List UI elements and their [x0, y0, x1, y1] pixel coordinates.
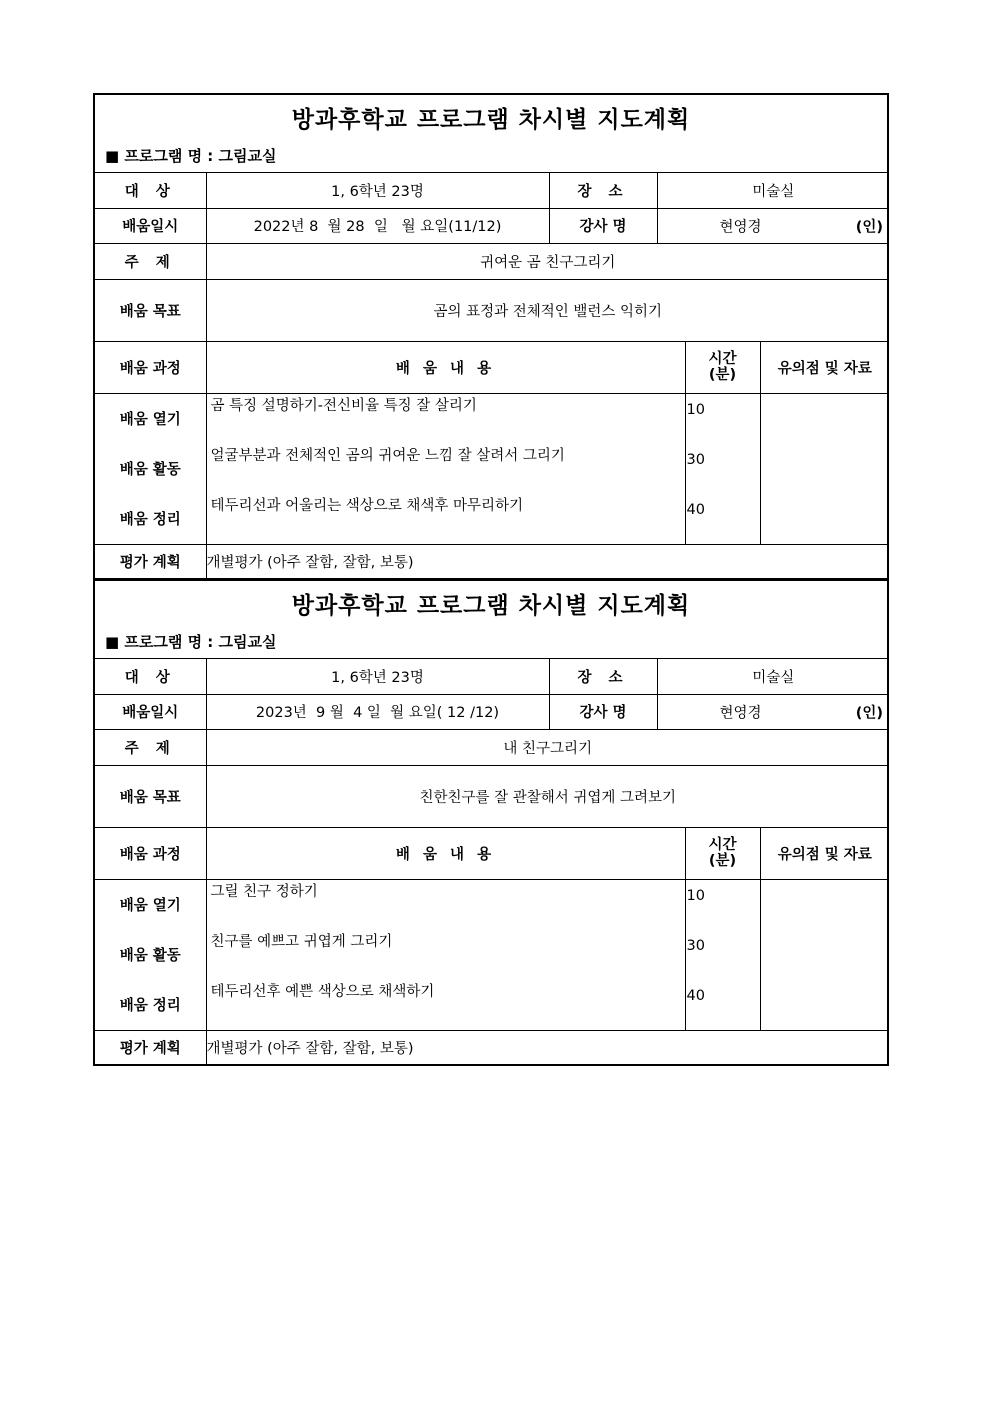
place-value: 미술실 [657, 659, 889, 694]
program-name: ■ 프로그램 명 : 그림교실 [105, 633, 277, 651]
evaluation-label: 평가 계획 [95, 1030, 206, 1064]
step-name: 배움 정리 [119, 512, 181, 528]
step-time: 40 [686, 501, 705, 518]
plan-header [95, 95, 887, 173]
step-names [95, 393, 206, 544]
step-time: 10 [686, 401, 705, 418]
topic-label: 주 제 [95, 243, 206, 279]
process-label: 배움 과정 [95, 827, 206, 879]
place-label: 장 소 [549, 659, 657, 694]
evaluation-value: 개별평가 (아주 잘함, 잘함, 보통) [206, 1030, 889, 1064]
step-content: 테두리선과 어울리는 색상으로 채색후 마무리하기 [210, 497, 524, 514]
notes-cell [760, 879, 889, 1030]
step-name: 배움 활동 [119, 462, 181, 478]
step-time: 30 [686, 937, 705, 954]
target-row [95, 173, 889, 208]
teacher-cell [657, 208, 889, 243]
target-row [95, 659, 889, 694]
steps-row [95, 879, 889, 1030]
time-label: 시간 (분) [685, 827, 760, 879]
date-label: 배움일시 [95, 694, 206, 729]
process-header-row [95, 341, 889, 393]
step-content: 곰 특징 설명하기-전신비율 특징 잘 살리기 [210, 397, 477, 414]
plan-table [95, 659, 889, 1064]
target-label: 대 상 [95, 173, 206, 208]
time-label: 시간 (분) [685, 341, 760, 393]
step-content: 얼굴부분과 전체적인 곰의 귀여운 느낌 잘 살려서 그리기 [210, 447, 565, 464]
topic-row [95, 729, 889, 765]
topic-label: 주 제 [95, 729, 206, 765]
goal-row [95, 765, 889, 827]
date-label: 배움일시 [95, 208, 206, 243]
plan-table [95, 173, 889, 578]
content-label: 배 움 내 용 [206, 341, 685, 393]
place-value: 미술실 [657, 173, 889, 208]
target-value: 1, 6학년 23명 [206, 659, 549, 694]
date-value: 2023년 9 월 4 일 월 요일( 12 /12) [206, 694, 549, 729]
notes-cell [760, 393, 889, 544]
step-times [685, 879, 760, 1030]
notes-label: 유의점 및 자료 [760, 827, 889, 879]
lesson-plan-1 [93, 93, 889, 580]
notes-label: 유의점 및 자료 [760, 341, 889, 393]
target-label: 대 상 [95, 659, 206, 694]
topic-row [95, 243, 889, 279]
step-time: 40 [686, 987, 705, 1004]
step-content: 친구를 예쁘고 귀엽게 그리기 [210, 933, 393, 950]
target-value: 1, 6학년 23명 [206, 173, 549, 208]
seal-mark: (인) [855, 705, 884, 721]
evaluation-label: 평가 계획 [95, 544, 206, 578]
place-label: 장 소 [549, 173, 657, 208]
process-label: 배움 과정 [95, 341, 206, 393]
content-label: 배 움 내 용 [206, 827, 685, 879]
teacher-name: 현영경 [719, 705, 762, 721]
goal-label: 배움 목표 [95, 279, 206, 341]
process-header-row [95, 827, 889, 879]
goal-label: 배움 목표 [95, 765, 206, 827]
plan-title: 방과후학교 프로그램 차시별 지도계획 [291, 593, 691, 619]
step-name: 배움 열기 [119, 898, 181, 914]
plan-title: 방과후학교 프로그램 차시별 지도계획 [291, 107, 691, 133]
date-row [95, 694, 889, 729]
lesson-plan-2 [93, 579, 889, 1066]
goal-value: 친한친구를 잘 관찰해서 귀엽게 그려보기 [206, 765, 889, 827]
plan-header [95, 581, 887, 659]
teacher-name: 현영경 [719, 219, 762, 235]
date-row [95, 208, 889, 243]
goal-row [95, 279, 889, 341]
goal-value: 곰의 표정과 전체적인 밸런스 익히기 [206, 279, 889, 341]
step-name: 배움 정리 [119, 998, 181, 1014]
topic-value: 내 친구그리기 [206, 729, 889, 765]
step-name: 배움 활동 [119, 948, 181, 964]
evaluation-row [95, 1030, 889, 1064]
steps-row [95, 393, 889, 544]
teacher-cell [657, 694, 889, 729]
evaluation-row [95, 544, 889, 578]
date-value: 2022년 8 월 28 일 월 요일(11/12) [206, 208, 549, 243]
program-name: ■ 프로그램 명 : 그림교실 [105, 147, 277, 165]
step-name: 배움 열기 [119, 412, 181, 428]
step-names [95, 879, 206, 1030]
step-content: 테두리선후 예쁜 색상으로 채색하기 [210, 983, 435, 1000]
step-time: 10 [686, 887, 705, 904]
teacher-label: 강사 명 [549, 208, 657, 243]
step-contents [206, 879, 685, 1030]
seal-mark: (인) [855, 219, 884, 235]
teacher-label: 강사 명 [549, 694, 657, 729]
step-times [685, 393, 760, 544]
step-contents [206, 393, 685, 544]
step-content: 그릴 친구 정하기 [210, 883, 318, 900]
step-time: 30 [686, 451, 705, 468]
evaluation-value: 개별평가 (아주 잘함, 잘함, 보통) [206, 544, 889, 578]
topic-value: 귀여운 곰 친구그리기 [206, 243, 889, 279]
